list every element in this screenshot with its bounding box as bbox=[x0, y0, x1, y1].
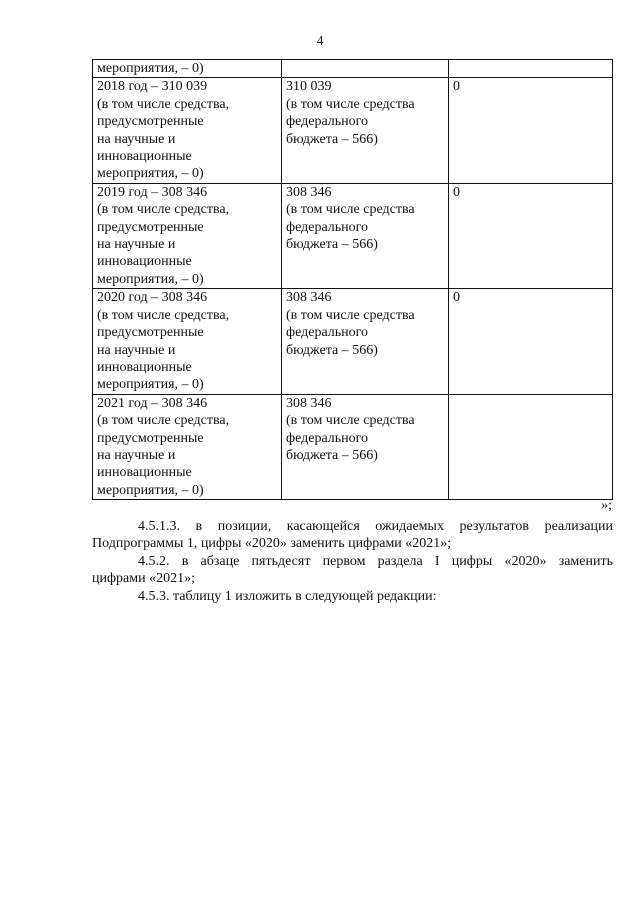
table-row bbox=[93, 78, 613, 183]
cell-line: инновационные bbox=[97, 465, 192, 481]
cell-line: (в том числе средства, bbox=[97, 413, 230, 429]
cell-line: 308 346 bbox=[286, 184, 332, 200]
cell-line: федерального bbox=[286, 219, 369, 235]
cell-line: предусмотренные bbox=[97, 114, 204, 130]
paragraph-4-5-3 bbox=[92, 588, 613, 605]
cell-line: бюджета – 566) bbox=[286, 237, 378, 253]
cell-line: на научные и bbox=[97, 447, 176, 463]
paragraph-line: цифрами «2021»; bbox=[92, 571, 196, 587]
paragraph-4-5-2 bbox=[92, 553, 613, 588]
cell-line: (в том числе средства bbox=[286, 307, 415, 323]
table-cell bbox=[282, 60, 449, 78]
paragraph-text: 4.5.2. в абзаце пятьдесят первом раздела I цифры «2020» заменить bbox=[138, 554, 613, 569]
table-cell bbox=[449, 289, 613, 394]
cell-line: 0 bbox=[453, 290, 460, 306]
cell-line: (в том числе средства, bbox=[97, 307, 230, 323]
cell-line: 2020 год – 308 346 bbox=[97, 290, 208, 306]
cell-line: на научные и bbox=[97, 131, 176, 147]
table-cell bbox=[93, 183, 282, 288]
cell-line: предусмотренные bbox=[97, 430, 204, 446]
cell-line: (в том числе средства, bbox=[97, 202, 230, 218]
cell-line: (в том числе средства bbox=[286, 413, 415, 429]
cell-line: бюджета – 566) bbox=[286, 447, 378, 463]
table-cell bbox=[93, 78, 282, 183]
cell-line: 308 346 bbox=[286, 290, 332, 306]
table-cell bbox=[93, 394, 282, 499]
cell-line: предусмотренные bbox=[97, 325, 204, 341]
cell-line: 308 346 bbox=[286, 395, 332, 411]
cell-line: предусмотренные bbox=[97, 219, 204, 235]
paragraph-4-5-1-3 bbox=[92, 518, 613, 553]
table-cell bbox=[449, 60, 613, 78]
cell-line: (в том числе средства, bbox=[97, 96, 230, 112]
table-cell bbox=[449, 183, 613, 288]
table-row bbox=[93, 289, 613, 394]
paragraph-line bbox=[92, 553, 613, 570]
cell-line: 310 039 bbox=[286, 79, 332, 95]
cell-line: инновационные bbox=[97, 359, 192, 375]
paragraph-line bbox=[92, 588, 613, 605]
cell-line: инновационные bbox=[97, 254, 192, 270]
cell-line: на научные и bbox=[97, 342, 176, 358]
cell-line: бюджета – 566) bbox=[286, 131, 378, 147]
cell-line: 2018 год – 310 039 bbox=[97, 79, 208, 95]
cell-line: мероприятия, – 0) bbox=[97, 61, 204, 76]
table-cell bbox=[282, 78, 449, 183]
table-cell bbox=[449, 78, 613, 183]
cell-line: мероприятия, – 0) bbox=[97, 377, 204, 393]
cell-line: федерального bbox=[286, 114, 369, 130]
closing-quote: »; bbox=[601, 498, 612, 513]
table-cell bbox=[449, 394, 613, 499]
cell-line: 0 bbox=[453, 79, 460, 95]
funding-table bbox=[92, 59, 613, 500]
cell-line: 2019 год – 308 346 bbox=[97, 184, 208, 200]
page-number: 4 bbox=[316, 34, 324, 49]
cell-line: мероприятия, – 0) bbox=[97, 166, 204, 182]
cell-line: мероприятия, – 0) bbox=[97, 482, 204, 498]
cell-line: 0 bbox=[453, 184, 460, 200]
table-row bbox=[93, 60, 613, 78]
cell-line: федерального bbox=[286, 325, 369, 341]
paragraph-text: 4.5.1.3. в позиции, касающейся ожидаемых результатов реализации bbox=[138, 519, 613, 534]
cell-line: инновационные bbox=[97, 149, 192, 165]
cell-line: (в том числе средства bbox=[286, 202, 415, 218]
table-row bbox=[93, 183, 613, 288]
table-row bbox=[93, 394, 613, 499]
table-cell bbox=[282, 183, 449, 288]
cell-line: федерального bbox=[286, 430, 369, 446]
cell-line: (в том числе средства bbox=[286, 96, 415, 112]
paragraph-text: 4.5.3. таблицу 1 изложить в следующей редакции: bbox=[138, 589, 437, 604]
table-cell bbox=[282, 394, 449, 499]
paragraph-line bbox=[92, 518, 613, 535]
cell-line: бюджета – 566) bbox=[286, 342, 378, 358]
cell-line: на научные и bbox=[97, 237, 176, 253]
table-cell bbox=[93, 60, 282, 78]
paragraph-line: Подпрограммы 1, цифры «2020» заменить цифрами «2021»; bbox=[92, 536, 452, 552]
cell-line: мероприятия, – 0) bbox=[97, 271, 204, 287]
cell-line: 2021 год – 308 346 bbox=[97, 395, 208, 411]
table-cell bbox=[93, 289, 282, 394]
table-cell bbox=[282, 289, 449, 394]
